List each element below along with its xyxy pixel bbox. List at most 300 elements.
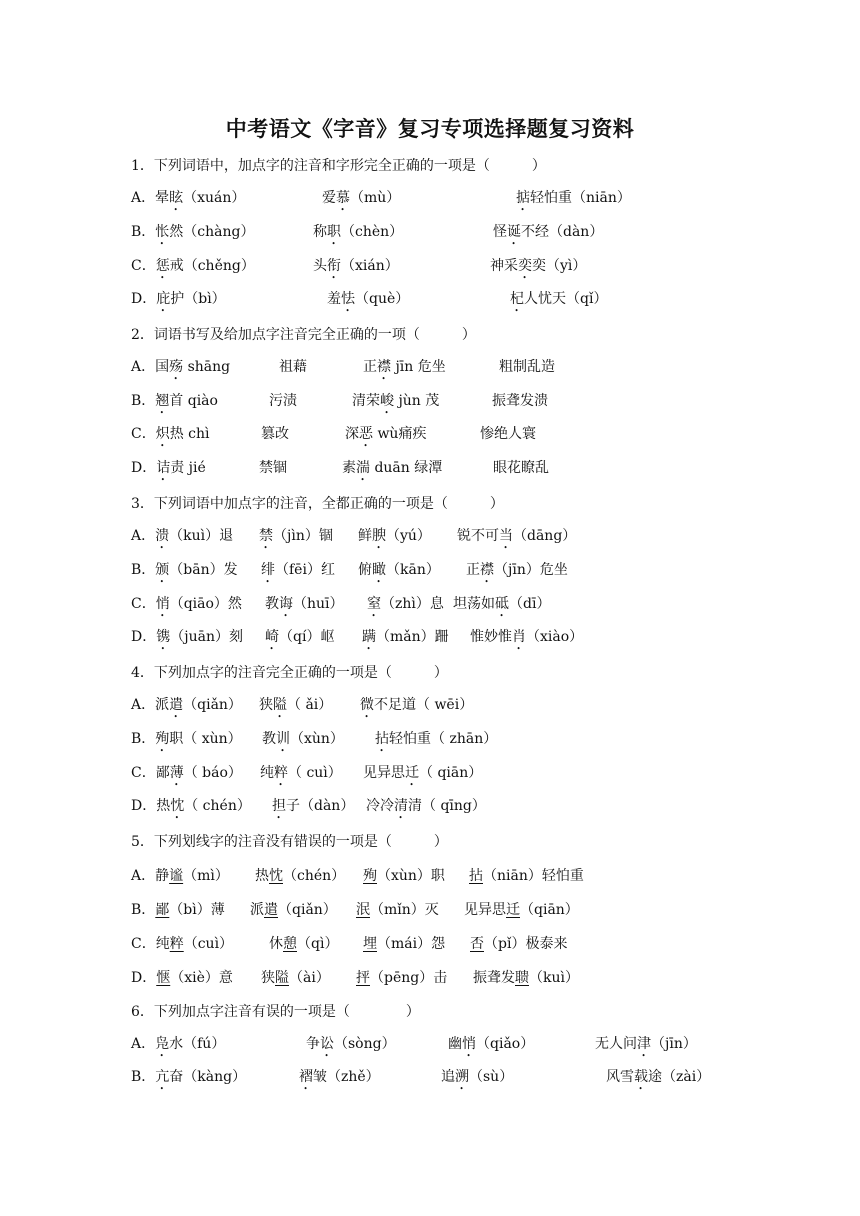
option-item <box>441 1066 513 1088</box>
text-run: （xuán） <box>183 190 246 206</box>
option-item <box>360 694 473 716</box>
underlined-char: 憩 <box>283 936 297 952</box>
option-item <box>358 525 431 547</box>
option-item <box>131 457 206 479</box>
text-run: jīn 危坐 <box>391 359 446 375</box>
option-item <box>470 933 567 955</box>
text-run: 奋（kàng） <box>169 1069 247 1085</box>
text-run: 狭 <box>261 970 275 986</box>
option-item <box>313 255 399 277</box>
dotted-char: 眩 <box>169 190 184 206</box>
option-item <box>259 457 287 479</box>
option-item <box>470 626 583 648</box>
dotted-char: 诘 <box>156 460 171 476</box>
text-run: D． <box>131 291 157 307</box>
dotted-char: 拈 <box>375 731 389 747</box>
text-run: （chén） <box>283 868 346 884</box>
dotted-char: 奕 <box>518 258 532 274</box>
text-run: 纯 <box>260 765 274 781</box>
text-run: 见异思 <box>363 765 405 781</box>
dotted-char: 绯 <box>261 562 275 578</box>
option-item <box>345 423 426 445</box>
dotted-char: 隘 <box>273 697 287 713</box>
text-run: 水（fú） <box>169 1036 226 1052</box>
dotted-char: 襟 <box>377 359 391 375</box>
text-run: 风雪 <box>606 1069 634 1085</box>
text-run: 神采 <box>490 258 518 274</box>
text-run: D．热 <box>131 798 171 814</box>
text-run: 锐不可 <box>457 528 499 544</box>
option-item <box>269 933 338 955</box>
text-run: 途（zài） <box>648 1069 711 1085</box>
underlined-char: 谧 <box>169 868 184 884</box>
underlined-char: 拈 <box>469 868 483 884</box>
option-item <box>131 221 254 243</box>
text-run: 追 <box>441 1069 455 1085</box>
text-run: 振聋发溃 <box>492 393 548 409</box>
dotted-char: 窒 <box>367 596 381 612</box>
text-run: 奕（yì） <box>532 258 587 274</box>
text-run: 热 chì <box>169 426 210 442</box>
text-run: 见异思 <box>464 902 506 918</box>
option-item <box>262 728 344 750</box>
text-run: 深 <box>345 426 359 442</box>
option-item <box>261 559 335 581</box>
text-run: 禁锢 <box>259 460 287 476</box>
text-run: 振聋发 <box>473 970 515 986</box>
option-item <box>342 457 442 479</box>
option-item <box>464 899 579 921</box>
dotted-char: 清 <box>394 798 408 814</box>
text-run: B． <box>131 393 156 409</box>
dotted-char: 怯 <box>341 291 355 307</box>
text-run: 4．下列加点字的注音完全正确的一项是（ ） <box>131 665 448 681</box>
text-run: B． <box>131 224 156 240</box>
text-run: C．鄙 <box>131 765 170 781</box>
question-stem <box>131 662 448 684</box>
text-run: （qì） <box>297 936 339 952</box>
option-item <box>306 1033 396 1055</box>
text-run: 热 <box>255 868 269 884</box>
document-title: 中考语文《字音》复习专项选择题复习资料 <box>225 116 635 141</box>
text-run: A．静 <box>131 868 170 884</box>
text-run: A． <box>131 528 156 544</box>
option-item <box>313 221 403 243</box>
option-item <box>272 795 354 817</box>
text-run: 清（ qīng） <box>408 798 486 814</box>
text-run: 粗制乱造 <box>499 359 555 375</box>
option-item <box>363 762 482 784</box>
option-item <box>131 626 243 648</box>
text-run: 1．下列词语中，加点字的注音和字形完全正确的一项是（ ） <box>131 158 546 174</box>
text-run: （qí）岖 <box>279 629 335 645</box>
text-run: 责 jié <box>170 460 206 476</box>
dotted-char: 湍 <box>356 460 370 476</box>
question-stem <box>131 493 504 515</box>
text-run: D． <box>131 970 157 986</box>
text-run: 5．下列划线字的注音没有错误的一项是（ ） <box>131 834 448 850</box>
question-stem <box>131 831 448 853</box>
option-item <box>473 967 579 989</box>
option-item <box>250 899 337 921</box>
dotted-char: 杞 <box>510 291 524 307</box>
dotted-char: 讼 <box>320 1036 334 1052</box>
option-item <box>131 559 238 581</box>
option-item <box>131 1033 225 1055</box>
option-item <box>131 967 233 989</box>
text-run: （bān）发 <box>169 562 238 578</box>
option-item <box>469 865 584 887</box>
text-run: 正 <box>363 359 377 375</box>
option-item <box>595 1033 697 1055</box>
underlined-char: 迁 <box>506 902 520 918</box>
text-run: （sù） <box>469 1069 514 1085</box>
option-item <box>480 423 536 445</box>
option-item <box>322 187 400 209</box>
dotted-char: 禁 <box>259 528 273 544</box>
text-run: 轻怕重（ zhān） <box>389 731 498 747</box>
option-item <box>131 356 230 378</box>
option-item <box>510 288 607 310</box>
underlined-char: 埋 <box>363 936 377 952</box>
text-run: B． <box>131 731 156 747</box>
option-item <box>131 865 229 887</box>
text-run: 护（bì） <box>170 291 226 307</box>
dotted-char: 凫 <box>155 1036 170 1052</box>
dotted-char: 载 <box>634 1069 648 1085</box>
text-run: 头 <box>313 258 327 274</box>
dotted-char: 衔 <box>327 258 341 274</box>
text-run: 污渍 <box>269 393 297 409</box>
option-item <box>363 865 445 887</box>
option-item <box>448 1033 534 1055</box>
text-run: （pēng）击 <box>370 970 448 986</box>
text-run: （xùn）职 <box>377 868 445 884</box>
text-run: B． <box>131 902 156 918</box>
text-run: D． <box>131 460 157 476</box>
text-run: （ chén） <box>184 798 251 814</box>
dotted-char: 怅 <box>155 224 170 240</box>
text-run: 不足道（ wēi） <box>374 697 474 713</box>
text-run: 职（ xùn） <box>169 731 242 747</box>
option-item <box>131 933 233 955</box>
dotted-char: 溯 <box>455 1069 469 1085</box>
text-run: 素 <box>342 460 356 476</box>
option-item <box>492 390 548 412</box>
text-run: 坦荡如 <box>453 596 495 612</box>
text-run: 鲜 <box>358 528 372 544</box>
option-item <box>131 525 233 547</box>
text-run: （yú） <box>386 528 431 544</box>
dotted-char: 亢 <box>155 1069 170 1085</box>
question-stem <box>131 324 476 346</box>
text-run: 派 <box>250 902 264 918</box>
text-run: C． <box>131 258 156 274</box>
dotted-char: 颁 <box>155 562 170 578</box>
option-item <box>352 390 439 412</box>
dotted-char: 恶 <box>359 426 373 442</box>
dotted-char: 担 <box>272 798 286 814</box>
dotted-char: 翘 <box>155 393 170 409</box>
option-item <box>279 356 307 378</box>
option-item <box>261 967 330 989</box>
text-run: 幽 <box>448 1036 462 1052</box>
text-run: 皱（zhě） <box>313 1069 380 1085</box>
text-run: duān 绿潭 <box>370 460 443 476</box>
underlined-char: 聩 <box>515 970 529 986</box>
dotted-char: 训 <box>276 731 290 747</box>
text-run: A．派 <box>131 697 170 713</box>
text-run: （què） <box>355 291 410 307</box>
text-run: 人忧天（qǐ） <box>524 291 608 307</box>
text-run: （jīn） <box>651 1036 697 1052</box>
option-item <box>131 288 226 310</box>
text-run: （mái）怨 <box>377 936 446 952</box>
text-run: （mǎn）跚 <box>376 629 449 645</box>
text-run: （mǐn）灭 <box>370 902 439 918</box>
underlined-char: 殉 <box>363 868 377 884</box>
underlined-char: 遣 <box>264 902 278 918</box>
text-run: （bì）薄 <box>169 902 225 918</box>
dotted-char: 庇 <box>156 291 171 307</box>
option-item <box>493 221 603 243</box>
option-item <box>259 525 333 547</box>
option-item <box>499 356 555 378</box>
text-run: A．国 <box>131 359 170 375</box>
dotted-char: 微 <box>360 697 374 713</box>
dotted-char: 悄 <box>462 1036 476 1052</box>
question-stem <box>131 1001 420 1023</box>
option-item <box>356 899 439 921</box>
dotted-char: 殇 <box>169 359 184 375</box>
dotted-char: 惩 <box>155 258 170 274</box>
dotted-char: 当 <box>499 528 513 544</box>
underlined-char: 隘 <box>275 970 289 986</box>
text-run: C． <box>131 426 156 442</box>
text-run: （dāng） <box>513 528 577 544</box>
option-item <box>366 795 486 817</box>
option-item <box>131 728 242 750</box>
text-run: （qiǎn） <box>183 697 242 713</box>
text-run: 6．下列加点字注音有误的一项是（ ） <box>131 1004 420 1020</box>
text-run: 无人问 <box>595 1036 637 1052</box>
option-item <box>131 899 225 921</box>
text-run: （cuì） <box>183 936 234 952</box>
text-run: （huī） <box>293 596 344 612</box>
text-run: （niān）轻怕重 <box>483 868 584 884</box>
text-run: 休 <box>269 936 283 952</box>
text-run: 2．词语书写及给加点字注音完全正确的一项（ ） <box>131 327 476 343</box>
text-run: （zhì）息 <box>381 596 444 612</box>
option-item <box>490 255 586 277</box>
dotted-char: 溃 <box>155 528 170 544</box>
option-item <box>493 457 549 479</box>
text-run: （jīn）危坐 <box>494 562 568 578</box>
text-run: （kuì）退 <box>169 528 234 544</box>
text-run: wù痛疾 <box>373 426 427 442</box>
text-run: （ qiān） <box>419 765 483 781</box>
dotted-char: 悄 <box>155 596 170 612</box>
option-item <box>131 762 242 784</box>
dotted-char: 慕 <box>336 190 350 206</box>
option-item <box>363 356 446 378</box>
dotted-char: 诲 <box>279 596 293 612</box>
text-run: （xùn） <box>290 731 344 747</box>
dotted-char: 肖 <box>512 629 526 645</box>
text-run: 首 qiào <box>169 393 218 409</box>
dotted-char: 蹒 <box>362 629 376 645</box>
text-run: 爱 <box>322 190 336 206</box>
text-run: 教 <box>265 596 279 612</box>
text-run: B． <box>131 562 156 578</box>
option-item <box>327 288 409 310</box>
underlined-char: 否 <box>470 936 484 952</box>
text-run: 眼花瞭乱 <box>493 460 549 476</box>
text-run: A．晕 <box>131 190 170 206</box>
option-item <box>367 593 444 615</box>
text-run: （ cuì） <box>288 765 342 781</box>
text-run: 篡改 <box>261 426 289 442</box>
option-item <box>375 728 497 750</box>
text-run: （qiāo）然 <box>169 596 242 612</box>
option-item <box>269 390 297 412</box>
text-run: 轻怕重（niān） <box>530 190 631 206</box>
option-item <box>516 187 631 209</box>
option-item <box>466 559 568 581</box>
text-run: （chèn） <box>341 224 404 240</box>
text-run: （xián） <box>341 258 399 274</box>
text-run: 3．下列词语中加点字的注音，全都正确的一项是（ ） <box>131 496 504 512</box>
text-run: C．纯 <box>131 936 170 952</box>
option-item <box>457 525 576 547</box>
underlined-char: 忱 <box>269 868 283 884</box>
option-item <box>259 694 332 716</box>
text-run: B． <box>131 1069 156 1085</box>
dotted-char: 薄 <box>169 765 184 781</box>
underlined-char: 惬 <box>156 970 171 986</box>
underlined-char: 泯 <box>356 902 370 918</box>
text-run: 争 <box>306 1036 320 1052</box>
text-run: （mì） <box>183 868 229 884</box>
dotted-char: 诞 <box>507 224 521 240</box>
text-run: 惨绝人寰 <box>480 426 536 442</box>
dotted-char: 镌 <box>156 629 171 645</box>
option-item <box>362 626 449 648</box>
option-item <box>265 626 334 648</box>
option-item <box>356 967 447 989</box>
text-run: 不经（dàn） <box>521 224 604 240</box>
dotted-char: 津 <box>637 1036 651 1052</box>
text-run: C． <box>131 596 156 612</box>
text-run: （qiǎo） <box>476 1036 535 1052</box>
dotted-char: 峻 <box>380 393 394 409</box>
text-run: 狭 <box>259 697 273 713</box>
text-run: （pǐ）极泰来 <box>484 936 568 952</box>
text-run: 俯 <box>358 562 372 578</box>
option-item <box>606 1066 710 1088</box>
text-run: jùn 茂 <box>394 393 440 409</box>
dotted-char: 砥 <box>495 596 509 612</box>
text-run: 羞 <box>327 291 341 307</box>
text-run: （ài） <box>289 970 330 986</box>
dotted-char: 遣 <box>169 697 184 713</box>
option-item <box>260 762 342 784</box>
option-item <box>299 1066 380 1088</box>
text-run: 怪 <box>493 224 507 240</box>
dotted-char: 腴 <box>372 528 386 544</box>
text-run: 冷冷 <box>366 798 394 814</box>
dotted-char: 粹 <box>274 765 288 781</box>
option-item <box>131 593 242 615</box>
text-run: （juān）刻 <box>170 629 243 645</box>
dotted-char: 掂 <box>516 190 530 206</box>
text-run: （qiǎn） <box>278 902 337 918</box>
text-run: （fēi）红 <box>275 562 335 578</box>
option-item <box>131 694 242 716</box>
dotted-char: 忱 <box>170 798 185 814</box>
text-run: 惟妙惟 <box>470 629 512 645</box>
text-run: （mù） <box>350 190 401 206</box>
option-item <box>131 187 245 209</box>
text-run: A． <box>131 1036 156 1052</box>
option-item <box>453 593 550 615</box>
text-run: D． <box>131 629 157 645</box>
text-run: 祖藉 <box>279 359 307 375</box>
text-run: shāng <box>183 359 231 375</box>
underlined-char: 粹 <box>169 936 184 952</box>
dotted-char: 崎 <box>265 629 279 645</box>
text-run: （jìn）锢 <box>273 528 333 544</box>
option-item <box>265 593 344 615</box>
option-item <box>255 865 345 887</box>
text-run: （ báo） <box>183 765 242 781</box>
option-item <box>261 423 289 445</box>
text-run: （kān） <box>386 562 440 578</box>
option-item <box>131 423 210 445</box>
underlined-char: 鄙 <box>155 902 170 918</box>
dotted-char: 瞰 <box>372 562 386 578</box>
text-run: 称 <box>313 224 327 240</box>
text-run: （qiān） <box>520 902 579 918</box>
text-run: （xiè）意 <box>170 970 233 986</box>
dotted-char: 职 <box>327 224 341 240</box>
text-run: （kuì） <box>529 970 579 986</box>
text-run: （ ǎi） <box>287 697 333 713</box>
text-run: （xiào） <box>526 629 584 645</box>
option-item <box>131 255 255 277</box>
question-stem <box>131 155 546 177</box>
text-run: 子（dàn） <box>286 798 355 814</box>
dotted-char: 褶 <box>299 1069 313 1085</box>
dotted-char: 殉 <box>155 731 170 747</box>
text-run: （sòng） <box>334 1036 396 1052</box>
option-item <box>363 933 445 955</box>
text-run: 正 <box>466 562 480 578</box>
underlined-char: 抨 <box>356 970 370 986</box>
text-run: 教 <box>262 731 276 747</box>
option-item <box>131 1066 246 1088</box>
text-run: 然（chàng） <box>169 224 255 240</box>
text-run: 戒（chěng） <box>169 258 255 274</box>
dotted-char: 襟 <box>480 562 494 578</box>
option-item <box>131 795 251 817</box>
text-run: 清荣 <box>352 393 380 409</box>
dotted-char: 炽 <box>155 426 170 442</box>
option-item <box>131 390 218 412</box>
text-run: （dī） <box>509 596 551 612</box>
dotted-char: 迁 <box>405 765 419 781</box>
option-item <box>358 559 440 581</box>
